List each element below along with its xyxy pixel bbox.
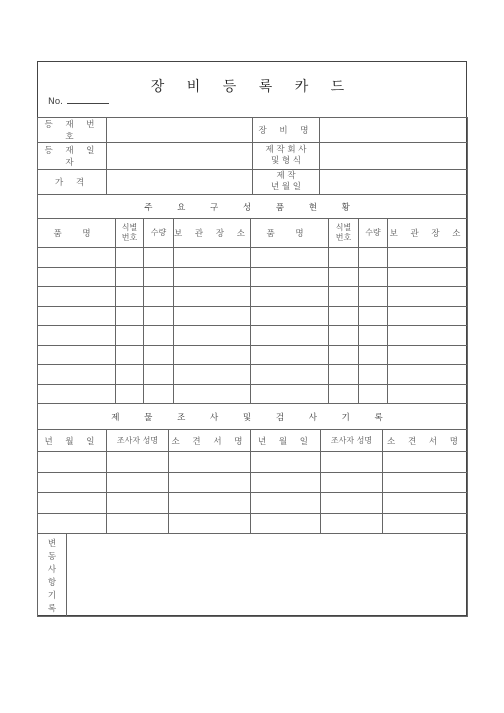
table-row [38, 365, 468, 385]
col-inspector-left: 조사자 성명 [107, 430, 169, 452]
reg-no-label: 등 재 번 호 [38, 118, 107, 143]
cell[interactable] [321, 493, 383, 514]
col-id-right [329, 219, 359, 248]
card-number-field[interactable] [67, 95, 109, 104]
change-log-char: 동 [47, 552, 57, 562]
cell[interactable] [174, 365, 251, 385]
cell[interactable] [388, 267, 468, 287]
cell[interactable] [251, 306, 329, 326]
cell[interactable] [329, 248, 359, 268]
cell[interactable] [388, 345, 468, 365]
cell[interactable] [251, 248, 329, 268]
cell[interactable] [116, 326, 144, 346]
cell[interactable] [38, 267, 116, 287]
cell[interactable] [383, 493, 468, 514]
maker-label-line2: 및 형 식 [270, 156, 302, 166]
cell[interactable] [116, 248, 144, 268]
col-id-left-line1: 식별 [121, 223, 138, 232]
cell[interactable] [38, 306, 116, 326]
table-row [38, 326, 468, 346]
cell[interactable] [38, 384, 116, 404]
components-table [37, 194, 468, 404]
col-name-right: 품 명 [251, 219, 329, 248]
col-id-right-line2: 번호 [335, 233, 352, 242]
cell[interactable] [116, 345, 144, 365]
cell[interactable] [321, 513, 383, 534]
col-date-left: 년 월 일 [38, 430, 107, 452]
cell[interactable] [251, 452, 321, 473]
cell[interactable] [38, 287, 116, 307]
cell[interactable] [116, 287, 144, 307]
cell[interactable] [144, 306, 174, 326]
table-row [38, 267, 468, 287]
cell[interactable] [359, 326, 388, 346]
cell[interactable] [116, 365, 144, 385]
cell[interactable] [329, 306, 359, 326]
card-number-label: No. [48, 97, 63, 107]
cell[interactable] [359, 248, 388, 268]
page-title: 장 비 등 록 카 드 [150, 79, 354, 95]
equip-name-label: 장 비 명 [253, 118, 320, 143]
cell[interactable] [107, 452, 169, 473]
col-qty-left: 수량 [144, 219, 174, 248]
cell[interactable] [38, 365, 116, 385]
cell[interactable] [359, 345, 388, 365]
cell[interactable] [251, 345, 329, 365]
cell[interactable] [359, 365, 388, 385]
cell[interactable] [251, 267, 329, 287]
maker-field[interactable] [320, 143, 468, 170]
change-log-char: 록 [47, 604, 57, 614]
reg-no-field[interactable] [107, 118, 253, 143]
cell[interactable] [107, 513, 169, 534]
inspection-table [37, 403, 468, 534]
cell[interactable] [251, 472, 321, 493]
col-storage-right: 보 관 장 소 [388, 219, 468, 248]
cell[interactable] [321, 472, 383, 493]
made-date-field[interactable] [320, 170, 468, 195]
cell[interactable] [38, 345, 116, 365]
col-qty-right: 수량 [359, 219, 388, 248]
cell[interactable] [144, 267, 174, 287]
cell[interactable] [38, 452, 107, 473]
cell[interactable] [174, 345, 251, 365]
cell[interactable] [144, 248, 174, 268]
cell[interactable] [38, 472, 107, 493]
change-log-table [37, 533, 468, 617]
col-opinion-left: 소 견 서 명 [169, 430, 251, 452]
made-date-label-line2: 년 월 일 [270, 182, 302, 192]
cell[interactable] [251, 365, 329, 385]
col-storage-left: 보 관 장 소 [174, 219, 251, 248]
change-log-field[interactable] [67, 534, 468, 617]
table-row [38, 493, 468, 514]
inspection-section-title: 제 물 조 사 및 검 사 기 록 [38, 404, 468, 430]
table-row [38, 452, 468, 473]
cell[interactable] [38, 248, 116, 268]
cell[interactable] [169, 493, 251, 514]
cell[interactable] [251, 493, 321, 514]
cell[interactable] [169, 513, 251, 534]
cell[interactable] [251, 513, 321, 534]
cell[interactable] [174, 248, 251, 268]
table-row [38, 384, 468, 404]
col-id-left-line2: 번호 [121, 233, 138, 242]
equipment-registration-card [37, 61, 467, 616]
change-log-char: 항 [47, 578, 57, 588]
cell[interactable] [174, 306, 251, 326]
cell[interactable] [116, 267, 144, 287]
cell[interactable] [388, 365, 468, 385]
col-id-left [116, 219, 144, 248]
equip-name-field[interactable] [320, 118, 468, 143]
cell[interactable] [329, 287, 359, 307]
made-date-label-line1: 제 작 [276, 171, 296, 181]
cell[interactable] [107, 472, 169, 493]
cell[interactable] [359, 287, 388, 307]
cell[interactable] [383, 513, 468, 534]
col-date-right: 년 월 일 [251, 430, 321, 452]
cell[interactable] [169, 472, 251, 493]
cell[interactable] [321, 452, 383, 473]
change-log-char: 변 [47, 539, 57, 549]
cell[interactable] [174, 287, 251, 307]
cell[interactable] [174, 267, 251, 287]
cell[interactable] [329, 267, 359, 287]
cell[interactable] [169, 452, 251, 473]
cell[interactable] [383, 452, 468, 473]
change-log-char: 사 [47, 565, 57, 575]
cell[interactable] [329, 326, 359, 346]
cell[interactable] [144, 384, 174, 404]
cell[interactable] [38, 513, 107, 534]
table-row [38, 345, 468, 365]
cell[interactable] [383, 472, 468, 493]
cell[interactable] [116, 306, 144, 326]
table-row [38, 472, 468, 493]
cell[interactable] [144, 326, 174, 346]
cell[interactable] [251, 384, 329, 404]
cell[interactable] [329, 365, 359, 385]
cell[interactable] [388, 306, 468, 326]
cell[interactable] [174, 326, 251, 346]
cell[interactable] [38, 326, 116, 346]
cell[interactable] [359, 306, 388, 326]
price-field[interactable] [107, 170, 253, 195]
change-log-char: 기 [47, 591, 57, 601]
cell[interactable] [38, 493, 107, 514]
made-date-label [253, 170, 320, 195]
cell[interactable] [329, 384, 359, 404]
cell[interactable] [388, 248, 468, 268]
maker-label [253, 143, 320, 170]
cell[interactable] [359, 384, 388, 404]
cell[interactable] [388, 326, 468, 346]
cell[interactable] [329, 345, 359, 365]
change-log-label [38, 534, 67, 617]
cell[interactable] [144, 345, 174, 365]
price-label: 가 격 [38, 170, 107, 195]
table-row [38, 306, 468, 326]
components-section-title: 주 요 구 성 품 현 황 [38, 195, 468, 219]
cell[interactable] [174, 384, 251, 404]
cell[interactable] [388, 287, 468, 307]
table-row [38, 287, 468, 307]
reg-date-label: 등 재 일 자 [38, 143, 107, 170]
reg-date-field[interactable] [107, 143, 253, 170]
cell[interactable] [251, 326, 329, 346]
col-inspector-right: 조사자 성명 [321, 430, 383, 452]
col-name-left: 품 명 [38, 219, 116, 248]
card-number [48, 95, 109, 107]
cell[interactable] [144, 287, 174, 307]
col-opinion-right: 소 견 서 명 [383, 430, 468, 452]
cell[interactable] [359, 267, 388, 287]
cell[interactable] [388, 384, 468, 404]
col-id-right-line1: 식별 [335, 223, 352, 232]
cell[interactable] [144, 365, 174, 385]
maker-label-line1: 제 작 회 사 [265, 145, 307, 155]
header-table [37, 117, 468, 195]
cell[interactable] [116, 384, 144, 404]
table-row [38, 248, 468, 268]
cell[interactable] [251, 287, 329, 307]
table-row [38, 513, 468, 534]
cell[interactable] [107, 493, 169, 514]
